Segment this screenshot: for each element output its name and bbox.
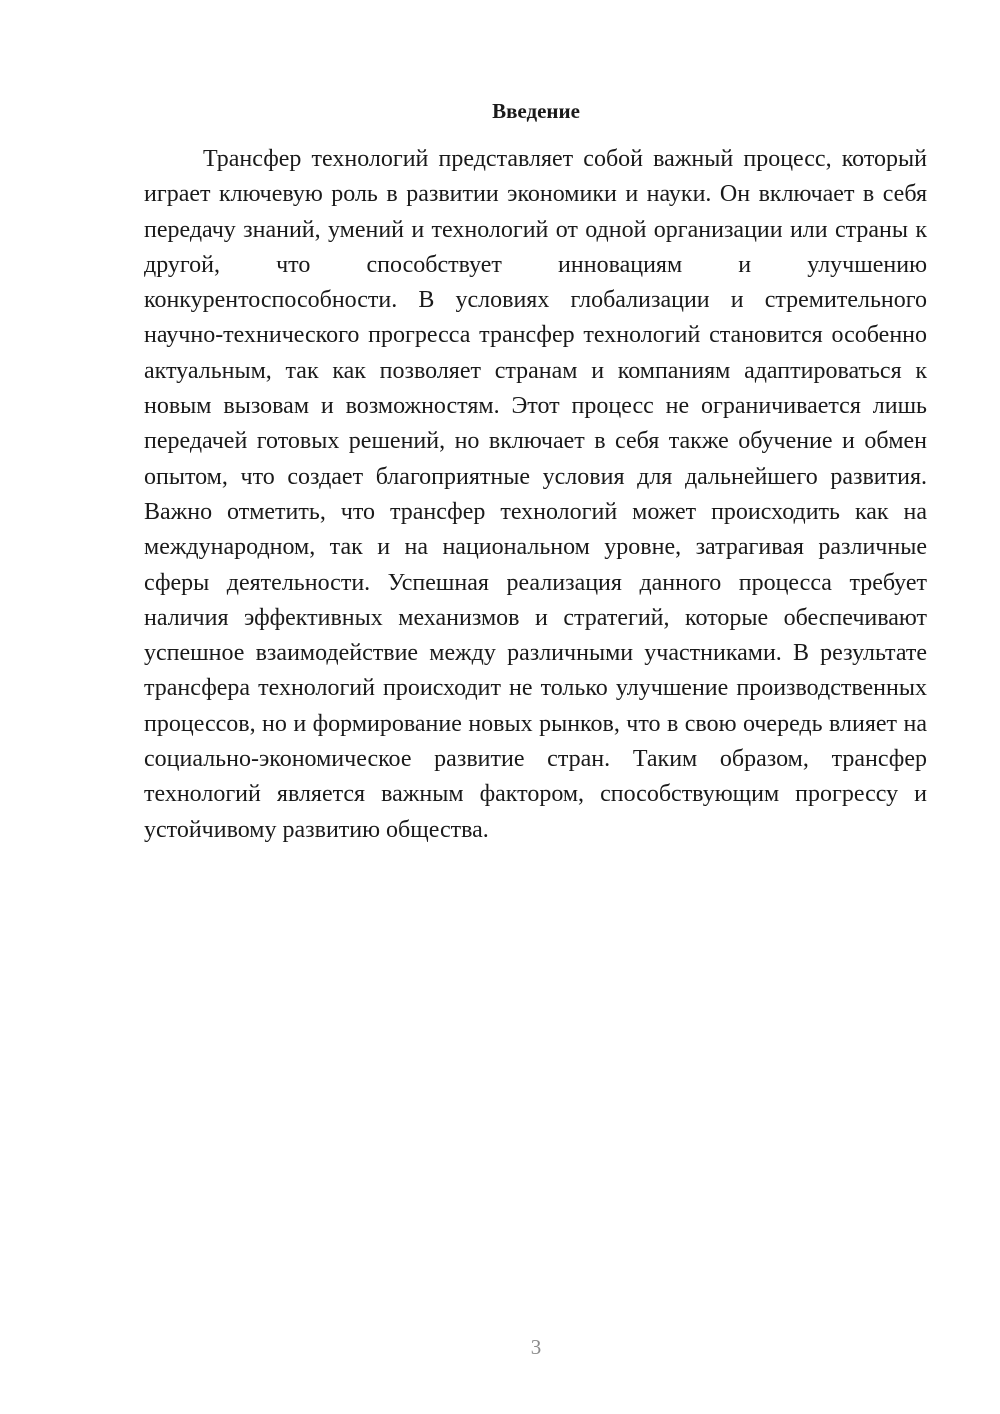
body-paragraph: Трансфер технологий представляет собой важный процесс, который играет ключевую роль в развитии экономики и науки. Он включает в себя передачу знаний, умений и технологий от одной организации или страны к другой, что способствует инновациям и улучшению конкурентоспособности. В условиях глобализации и стремительного научно-технического прогресса трансфер технологий становится особенно актуальным, так как позволяет странам и компаниям адаптироваться к новым вызовам и возможностям. Этот процесс не ограничивается лишь передачей готовых решений, но включает в себя также обучение и обмен опытом, что создает благоприятные условия для дальнейшего развития. Важно отметить, что трансфер технологий может происходить как на международном, так и на национальном уровне, затрагивая различные сферы деятельности. Успешная реализация данного процесса требует наличия эффективных механизмов и стратегий, которые обеспечивают успешное взаимодействие между различными участниками. В результате трансфера технологий происходит не только улучшение производственных процессов, но и формирование новых рынков, что в свою очередь влияет на социально-экономическое развитие стран. Таким образом, трансфер технологий является важным фактором, способствующим прогрессу и устойчивому развитию общества. <box>144 146 927 843</box>
page-number: 3 <box>530 1335 542 1359</box>
section-heading: Введение <box>492 99 580 123</box>
